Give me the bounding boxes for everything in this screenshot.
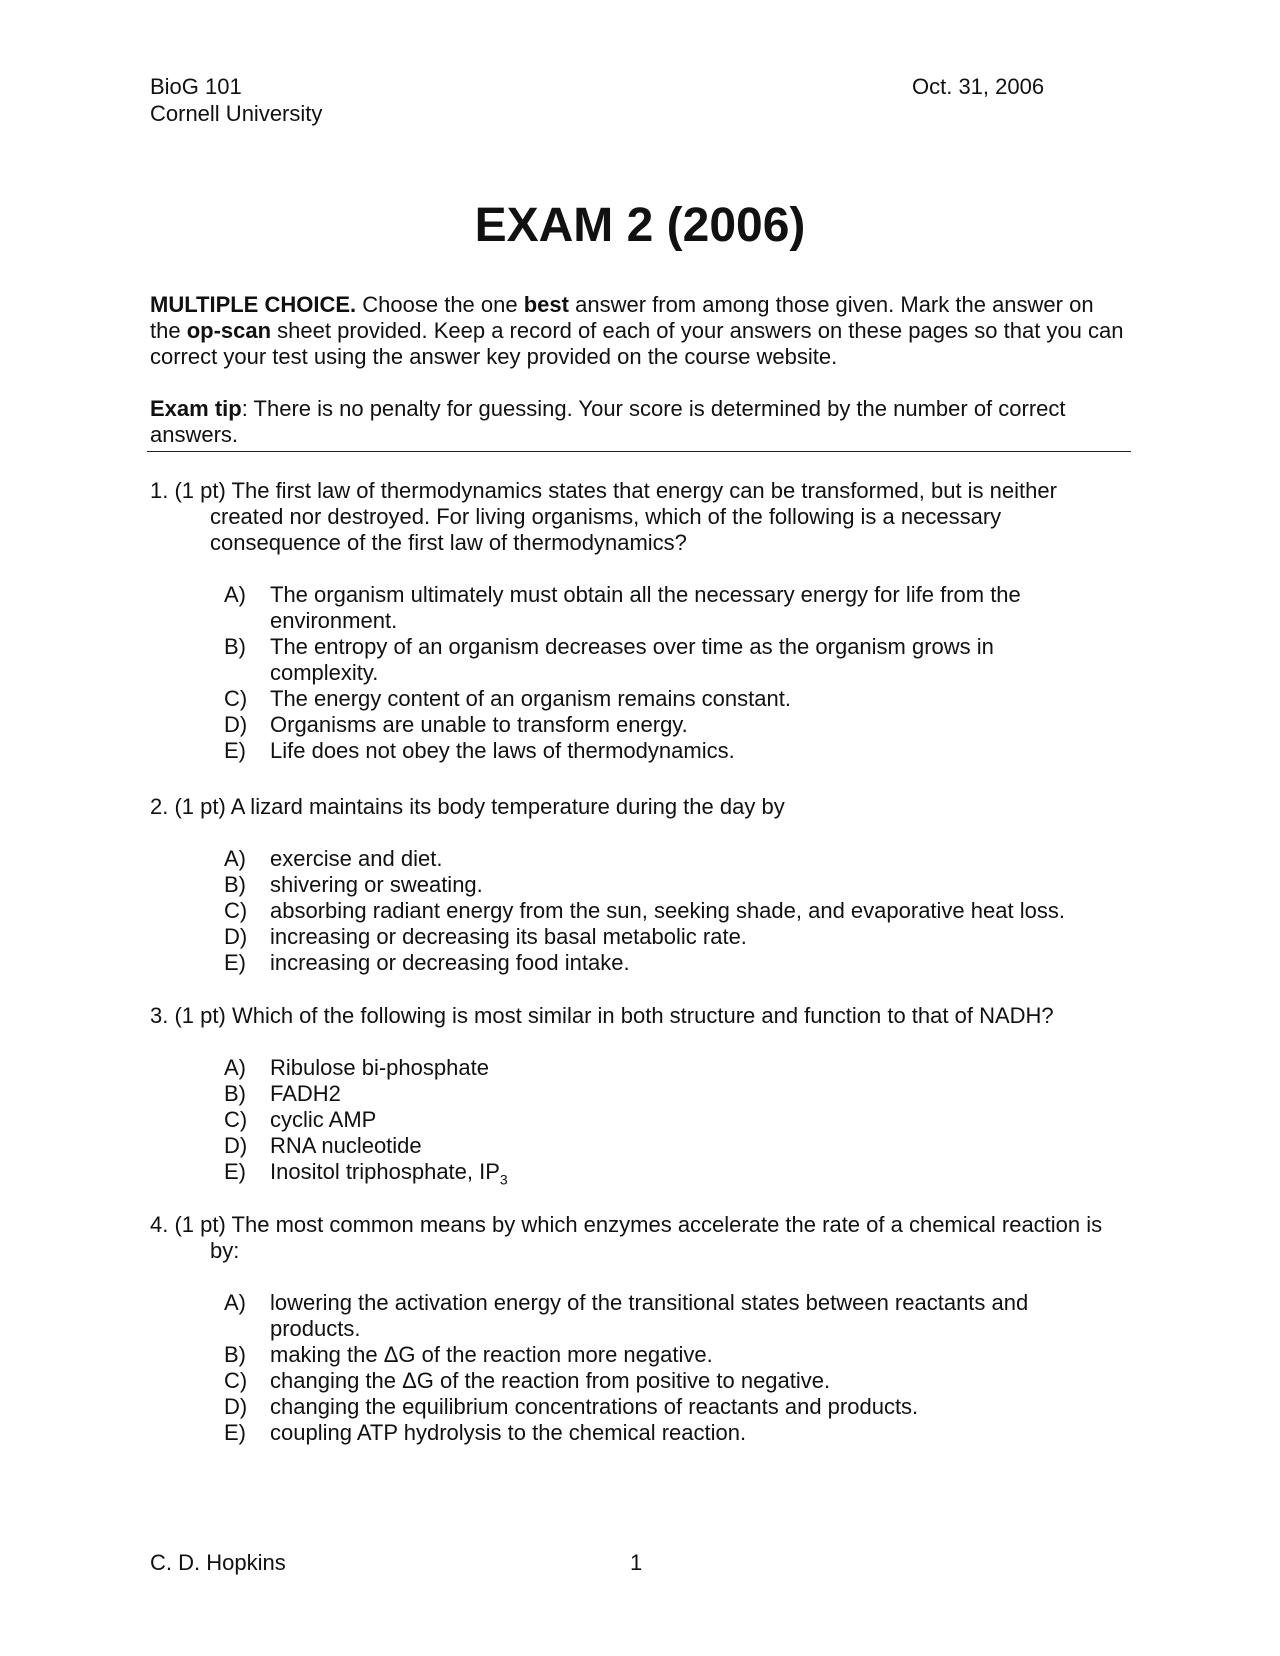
option-c: [224, 898, 1104, 924]
option-b: [224, 1081, 1104, 1107]
option-c: [224, 686, 1104, 712]
option-a: [224, 846, 1104, 872]
option-letter: A): [224, 1290, 246, 1315]
option-text: Ribulose bi-phosphate: [270, 1055, 489, 1080]
question-body: (1 pt) The first law of thermodynamics states that energy can be transformed, but is neither created nor destroyed. For living organisms, which of the following is a necessary consequence of the first law of thermodynamics?: [174, 478, 1057, 555]
question-body: (1 pt) A lizard maintains its body temperature during the day by: [174, 794, 785, 819]
option-text: changing the ΔG of the reaction from positive to negative.: [270, 1368, 831, 1393]
option-a: [224, 1055, 1104, 1081]
question-number: 3.: [150, 1003, 169, 1028]
option-a: [224, 1290, 1104, 1342]
option-e: [224, 738, 1104, 764]
option-text: The organism ultimately must obtain all the necessary energy for life from the environment.: [270, 582, 1021, 633]
option-d: [224, 1394, 1104, 1420]
answer-options: [224, 1055, 1104, 1188]
option-letter: E): [224, 1159, 246, 1184]
option-d: [224, 924, 1104, 950]
option-text: cyclic AMP: [270, 1107, 377, 1132]
option-text: The entropy of an organism decreases over time as the organism grows in complexity.: [270, 634, 994, 685]
option-letter: E): [224, 1420, 246, 1445]
question-3: [150, 1003, 1110, 1188]
option-text: Inositol triphosphate, IP: [270, 1159, 500, 1184]
question-4: [150, 1212, 1110, 1445]
option-letter: D): [224, 1133, 248, 1158]
mc-text-2: answer from among those given. Mark the answer on the: [150, 292, 1094, 343]
option-letter: E): [224, 950, 246, 975]
option-a: [224, 582, 1104, 634]
option-text: lowering the activation energy of the transitional states between reactants and products.: [270, 1290, 1029, 1341]
answer-options: [224, 582, 1104, 764]
option-text: increasing or decreasing food intake.: [270, 950, 630, 975]
question-number: 2.: [150, 794, 169, 819]
option-text: coupling ATP hydrolysis to the chemical reaction.: [270, 1420, 747, 1445]
mc-label: MULTIPLE CHOICE.: [150, 292, 357, 317]
option-text: shivering or sweating.: [270, 872, 483, 897]
mc-best: best: [523, 292, 569, 317]
page-title: EXAM 2 (2006): [474, 199, 806, 252]
university-name: Cornell University: [150, 101, 323, 126]
option-text: absorbing radiant energy from the sun, seeking shade, and evaporative heat loss.: [270, 898, 1065, 923]
option-text: exercise and diet.: [270, 846, 443, 871]
option-letter: B): [224, 634, 246, 659]
option-text: The energy content of an organism remains constant.: [270, 686, 791, 711]
option-letter: B): [224, 1081, 246, 1106]
question-text: [150, 478, 1110, 556]
mc-text-1: Choose the one: [356, 292, 524, 317]
option-text: increasing or decreasing its basal metabolic rate.: [270, 924, 747, 949]
option-c: [224, 1368, 1104, 1394]
footer-author: C. D. Hopkins: [150, 1550, 286, 1575]
answer-options: [224, 846, 1104, 976]
option-letter: A): [224, 1055, 246, 1080]
option-letter: B): [224, 1342, 246, 1367]
question-body: (1 pt) The most common means by which enzymes accelerate the rate of a chemical reaction is by:: [174, 1212, 1103, 1263]
option-letter: C): [224, 686, 248, 711]
option-letter: E): [224, 738, 246, 763]
option-d: [224, 1133, 1104, 1159]
option-text: FADH2: [270, 1081, 341, 1106]
option-letter: A): [224, 846, 246, 871]
tip-text: : There is no penalty for guessing. Your score is determined by the number of correct answers.: [150, 396, 1066, 447]
exam-tip-paragraph: [150, 396, 1130, 448]
option-b: [224, 634, 1104, 686]
page-number: 1: [630, 1550, 643, 1575]
option-letter: C): [224, 1368, 248, 1393]
option-c: [224, 1107, 1104, 1133]
option-e: [224, 1159, 1104, 1188]
exam-date: Oct. 31, 2006: [912, 74, 1045, 99]
option-letter: D): [224, 712, 248, 737]
question-text: [150, 1003, 1110, 1029]
header-divider: [147, 451, 1131, 452]
option-letter: A): [224, 582, 246, 607]
course-code: BioG 101: [150, 74, 242, 99]
option-text: changing the equilibrium concentrations of reactants and products.: [270, 1394, 919, 1419]
option-letter: D): [224, 924, 248, 949]
option-d: [224, 712, 1104, 738]
question-number: 1.: [150, 478, 169, 503]
option-letter: C): [224, 1107, 248, 1132]
tip-label: Exam tip: [150, 396, 242, 421]
question-number: 4.: [150, 1212, 169, 1237]
option-letter: B): [224, 872, 246, 897]
option-letter: D): [224, 1394, 248, 1419]
instructions-paragraph: [150, 292, 1130, 370]
question-text: [150, 1212, 1110, 1264]
question-body: (1 pt) Which of the following is most similar in both structure and function to that of NADH?: [174, 1003, 1054, 1028]
option-e: [224, 1420, 1104, 1446]
option-text: Life does not obey the laws of thermodynamics.: [270, 738, 735, 763]
option-text: Organisms are unable to transform energy.: [270, 712, 688, 737]
mc-opscan: op-scan: [186, 318, 272, 343]
option-text: making the ΔG of the reaction more negative.: [270, 1342, 713, 1367]
option-letter: C): [224, 898, 248, 923]
option-b: [224, 872, 1104, 898]
option-b: [224, 1342, 1104, 1368]
subscript: 3: [499, 1171, 508, 1188]
question-1: [150, 478, 1110, 763]
question-2: [150, 794, 1110, 975]
question-text: [150, 794, 1110, 820]
option-e: [224, 950, 1104, 976]
option-text: RNA nucleotide: [270, 1133, 422, 1158]
answer-options: [224, 1290, 1104, 1446]
mc-text-3: sheet provided. Keep a record of each of your answers on these pages so that you can correct your test using the answer key provided on the course website.: [150, 318, 1124, 369]
